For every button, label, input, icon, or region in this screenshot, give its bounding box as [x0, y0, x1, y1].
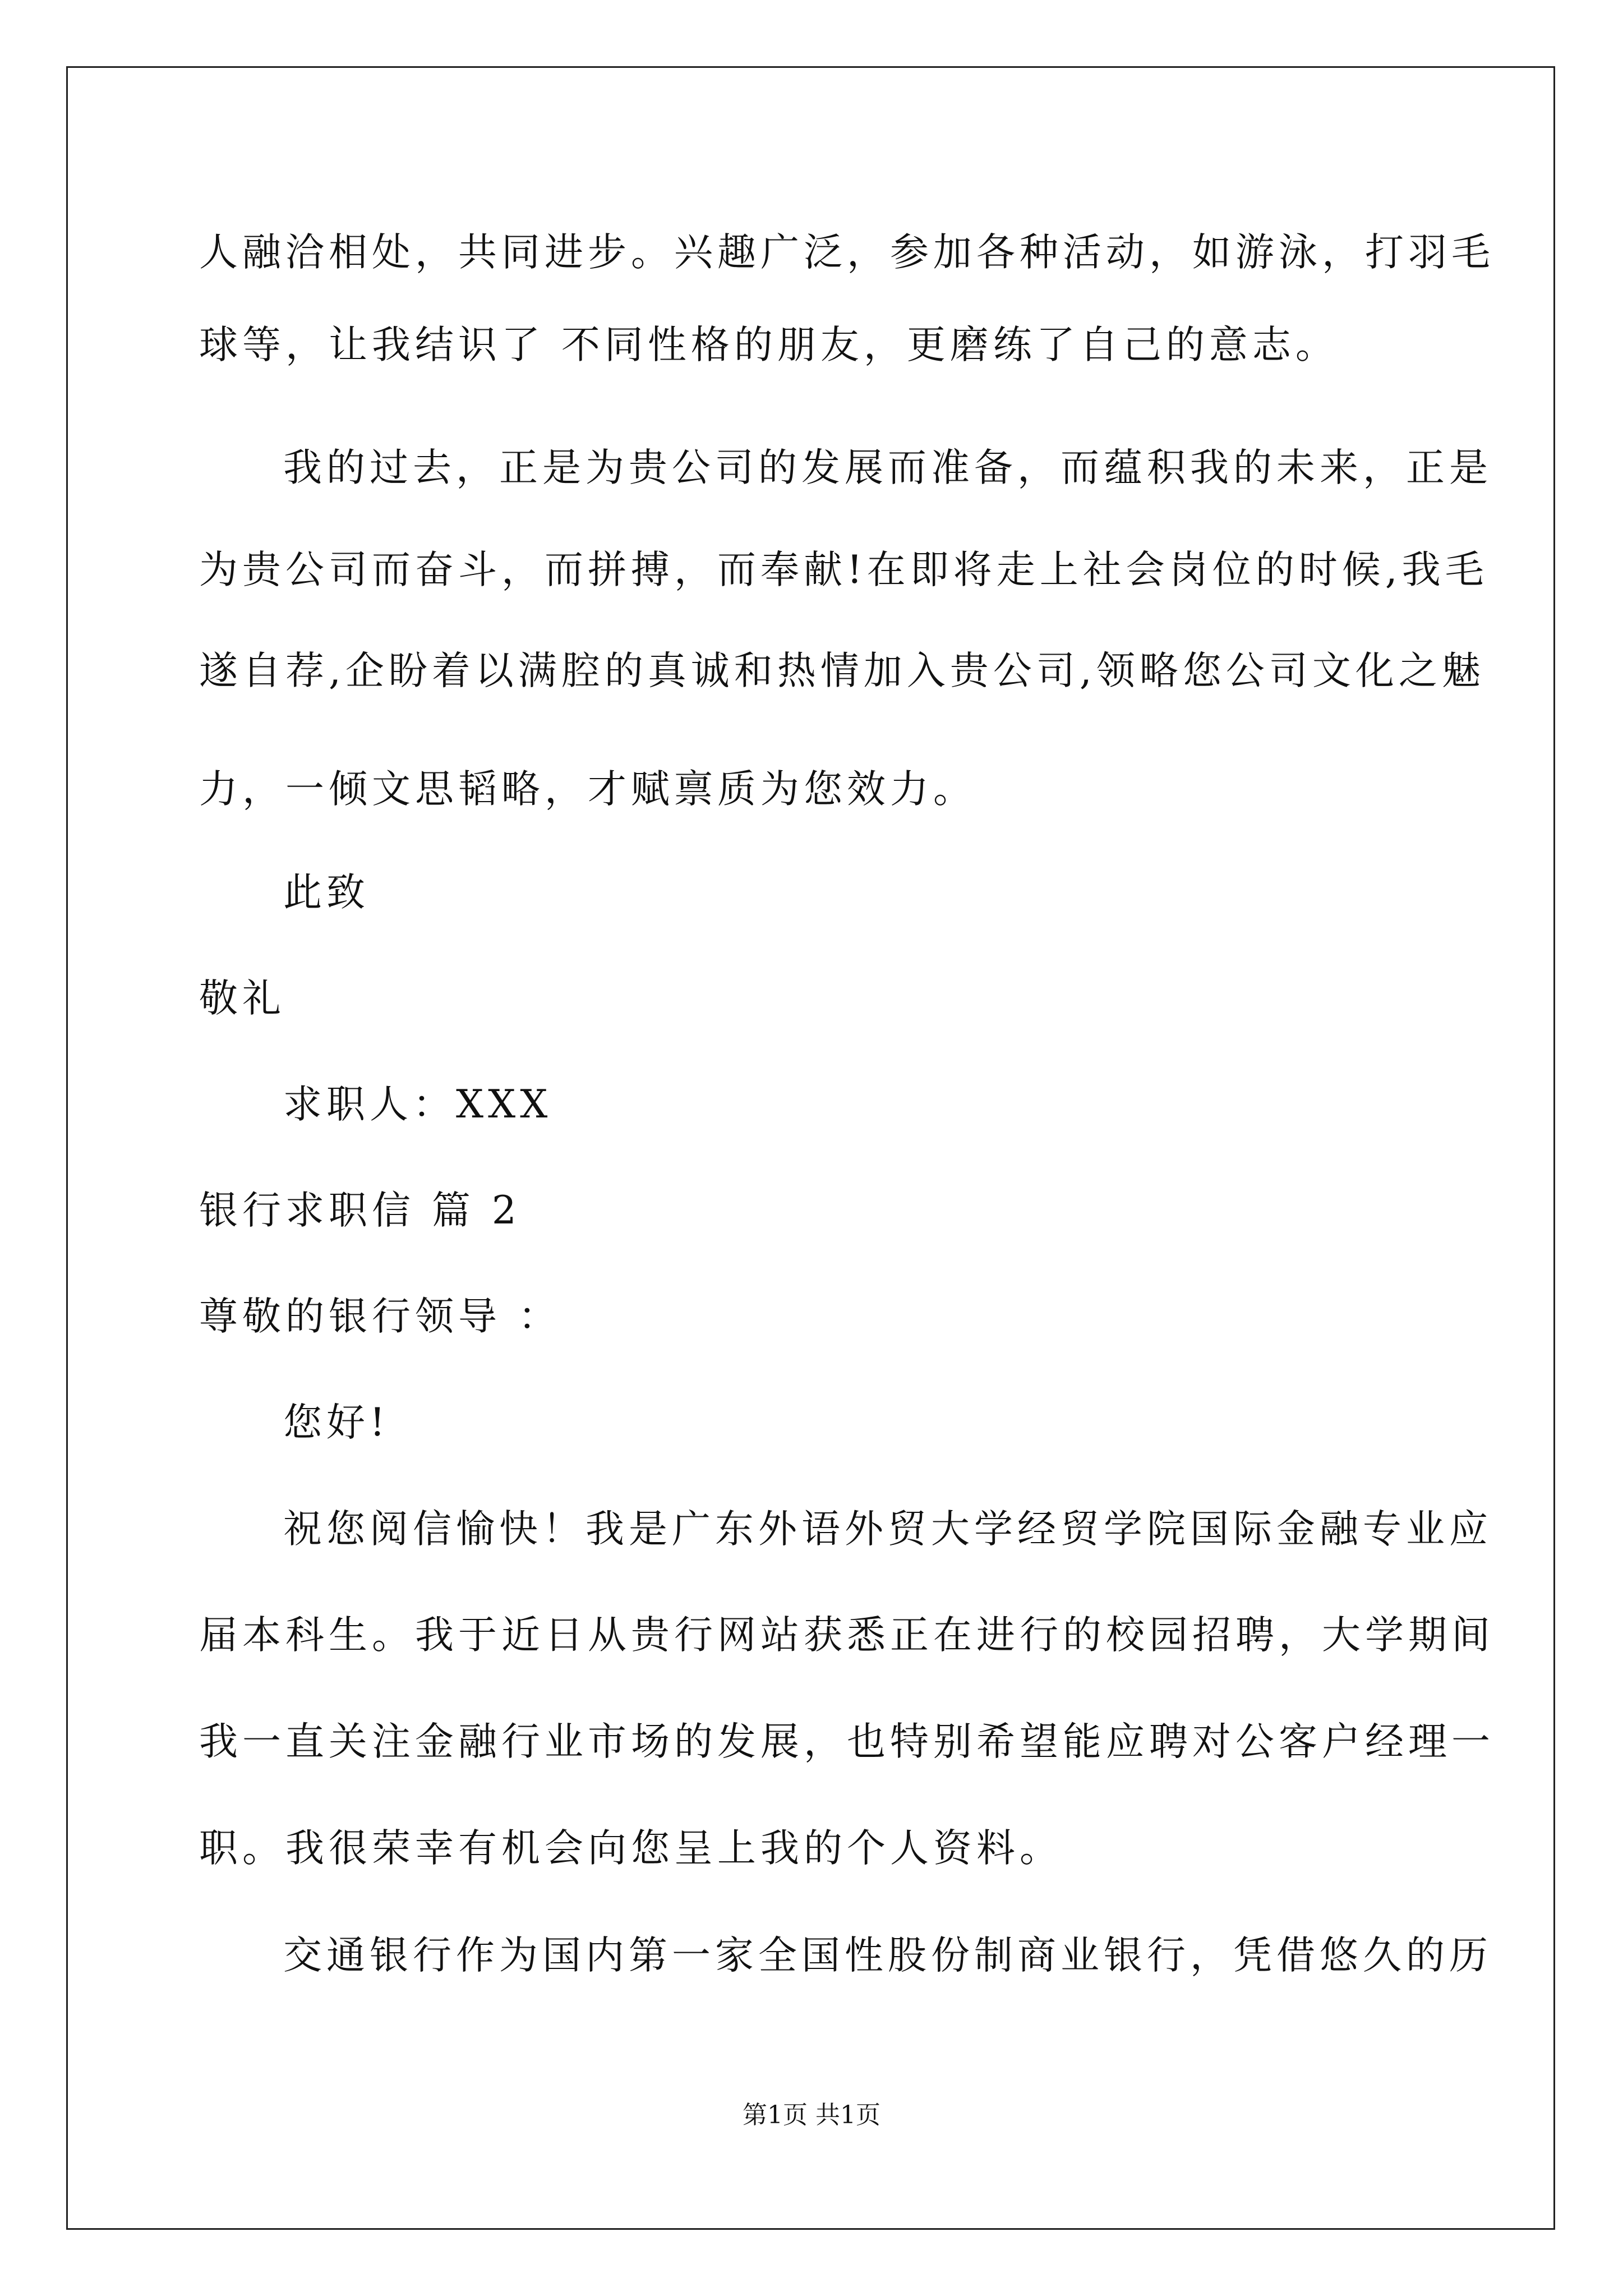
signature-line: 求职人：XXX: [283, 1082, 552, 1127]
paragraph-line: 届本科生。我于近日从贵行网站获悉正在进行的校园招聘，大学期间: [199, 1613, 1495, 1658]
paragraph-line: 遂自荐,企盼着以满腔的真诚和热情加入贵公司,领略您公司文化之魅: [199, 648, 1485, 693]
page-footer: 第1页 共1页: [743, 2101, 880, 2129]
page-border: [66, 66, 1555, 2230]
section-heading: 银行求职信 篇 2: [199, 1188, 521, 1233]
paragraph-line: 人融洽相处，共同进步。兴趣广泛，参加各种活动，如游泳，打羽毛: [199, 230, 1495, 275]
paragraph-line: 祝您阅信愉快！我是广东外语外贸大学经贸学院国际金融专业应: [283, 1507, 1492, 1552]
paragraph-line: 职。我很荣幸有机会向您呈上我的个人资料。: [199, 1826, 1063, 1871]
paragraph-line: 我一直关注金融行业市场的发展，也特别希望能应聘对公客户经理一: [199, 1719, 1495, 1764]
greeting-line: 尊敬的银行领导 ：: [199, 1294, 561, 1339]
paragraph-line: 力，一倾文思韬略，才赋禀质为您效力。: [199, 767, 976, 812]
paragraph-line: 我的过去，正是为贵公司的发展而准备，而蕴积我的未来，正是: [283, 445, 1492, 490]
closing-regards: 敬礼: [199, 976, 285, 1021]
paragraph-line: 交通银行作为国内第一家全国性股份制商业银行，凭借悠久的历: [283, 1933, 1492, 1978]
greeting-hello: 您好!: [283, 1400, 390, 1445]
closing-salutation: 此致: [283, 870, 370, 915]
paragraph-line: 球等，让我结识了 不同性格的朋友，更磨练了自己的意志。: [199, 323, 1339, 367]
paragraph-line: 为贵公司而奋斗，而拼搏，而奉献!在即将走上社会岗位的时候,我毛: [199, 547, 1488, 592]
